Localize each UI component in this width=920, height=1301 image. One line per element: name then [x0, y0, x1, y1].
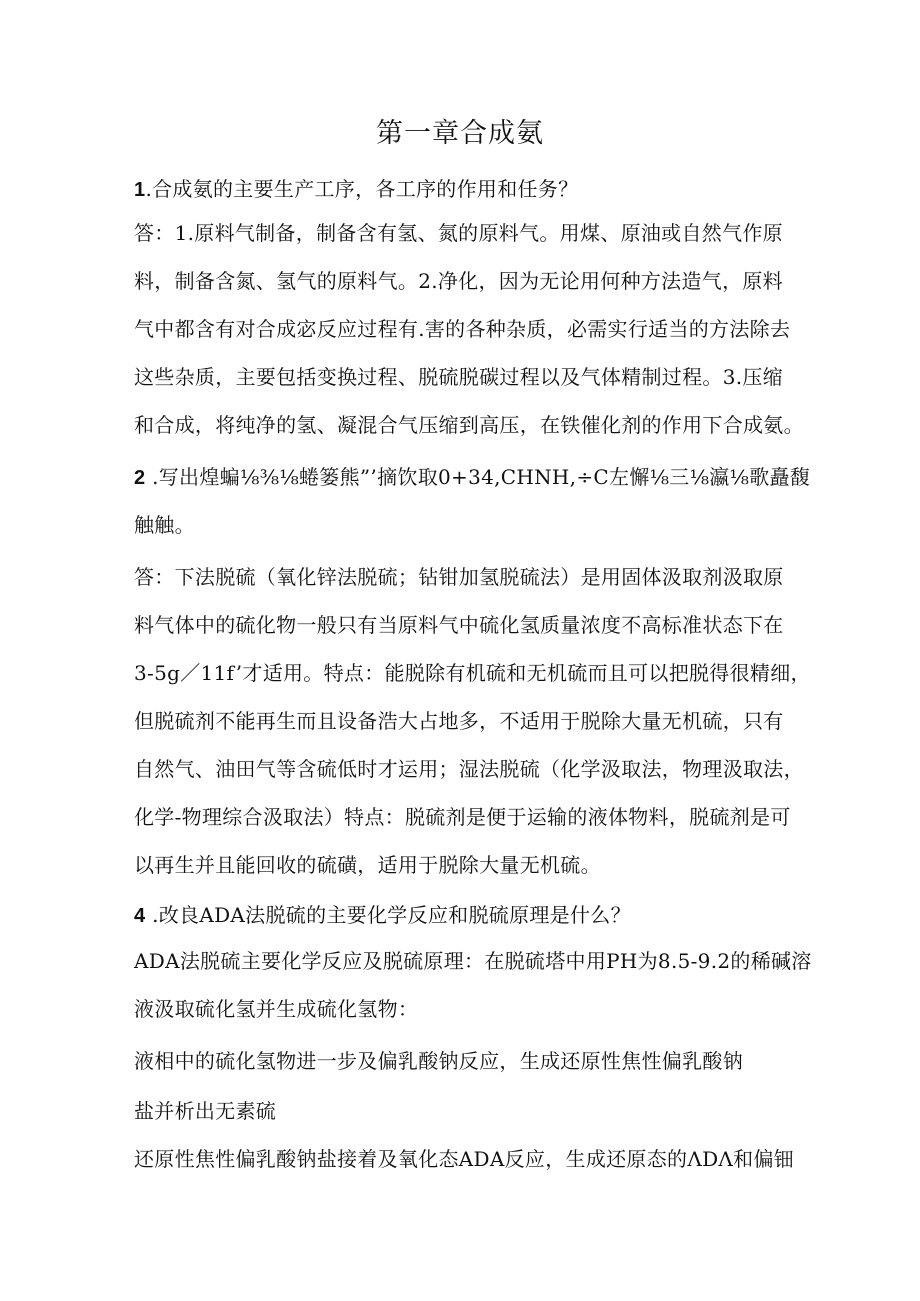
question-line: [134, 174, 578, 205]
answer-line: [134, 266, 783, 297]
answer-line: [134, 314, 790, 345]
line-text: 盐并析出无素硫: [134, 1099, 277, 1123]
line-text: 料，制备含氮、氢气的原料气。2.净化，因为无论用何种方法造气，原料: [134, 269, 783, 293]
line-text: 触触。: [134, 513, 195, 537]
answer-line: [134, 946, 812, 977]
line-text: 气中都含有对合成宓反应过程有.害的各种杂质，必需实行适当的方法除去: [134, 317, 791, 341]
answer-line: [134, 994, 418, 1025]
answer-line: [134, 510, 195, 541]
line-text: 化学-物理综合汲取法）特点：脱硫剂是便于运输的液体物料，脱硫剂是可: [134, 805, 791, 829]
answer-line: [134, 658, 811, 689]
line-text: ADA法脱硫主要化学反应及脱硫原理：在脱硫塔中用PH为8.5-9.2的稀碱溶: [134, 949, 812, 973]
line-text: 答：1.原料气制备，制备含有氢、氮的原料气。用煤、原油或自然气作原: [134, 221, 783, 245]
line-text: 答：下法脱硫（氧化锌法脱硫；钻钳加氢脱硫法）是用固体汲取剂汲取原: [134, 565, 784, 589]
line-text: 但脱硫剂不能再生而且设备浩大占地多，不适用于脱除大量无机硫，只有: [134, 709, 784, 733]
answer-line: [134, 562, 784, 593]
answer-line: [134, 410, 804, 441]
line-text: 以再生并且能回收的硫磺，适用于脱除大量无机硫。: [134, 853, 601, 877]
line-text: 3-5g／11f’才适用。特点：能脱除有机硫和无机硫而且可以把脱得很精细，: [134, 661, 811, 685]
line-text: 料气体中的硫化物一般只有当原料气中硫化氢质量浓度不高标准状态下在: [134, 613, 784, 637]
answer-line: [134, 850, 601, 881]
line-text: 液相中的硫化氢物进一步及偏乳酸钠反应，生成还原性焦性偏乳酸钠: [134, 1049, 743, 1073]
answer-line: [134, 610, 784, 641]
answer-line: [134, 218, 783, 249]
question-number: 1: [134, 179, 146, 201]
line-text: .合成氨的主要生产工序，各工序的作用和任务？: [145, 177, 579, 201]
answer-line: [134, 362, 783, 393]
page-title: 第一章合成氨: [376, 118, 544, 149]
answer-line: [134, 706, 784, 737]
line-text: 还原性焦性偏乳酸钠盐接着及氧化态ADA反应，生成还原态的ΛDΛ和偏钿: [134, 1147, 795, 1171]
answer-line: [134, 754, 804, 785]
answer-line: [134, 1144, 794, 1175]
question-line: [134, 900, 631, 931]
line-text: 这些杂质，主要包括变换过程、脱硫脱碳过程以及气体精制过程。3.压缩: [134, 365, 783, 389]
line-text: 自然气、油田气等含硫低时才运用；湿法脱硫（化学汲取法，物理汲取法，: [134, 757, 804, 781]
answer-line: [134, 1046, 743, 1077]
line-text: .写出煌蝙⅛⅜⅛蜷篓熊”’摘饮取0+34,CHNH,÷C左懈⅛三⅛瀛⅛歌矗馥: [145, 465, 811, 489]
question-line: [134, 462, 810, 493]
question-number: 2: [134, 467, 146, 489]
line-text: 和合成，将纯净的氢、凝混合气压缩到高压，在铁催化剂的作用下合成氨。: [134, 413, 804, 437]
question-number: 4: [134, 905, 146, 927]
line-text: 液汲取硫化氢并生成硫化氢物：: [134, 997, 419, 1021]
answer-line: [134, 802, 791, 833]
line-text: .改良ADA法脱硫的主要化学反应和脱硫原理是什么？: [145, 903, 631, 927]
answer-line: [134, 1096, 276, 1127]
